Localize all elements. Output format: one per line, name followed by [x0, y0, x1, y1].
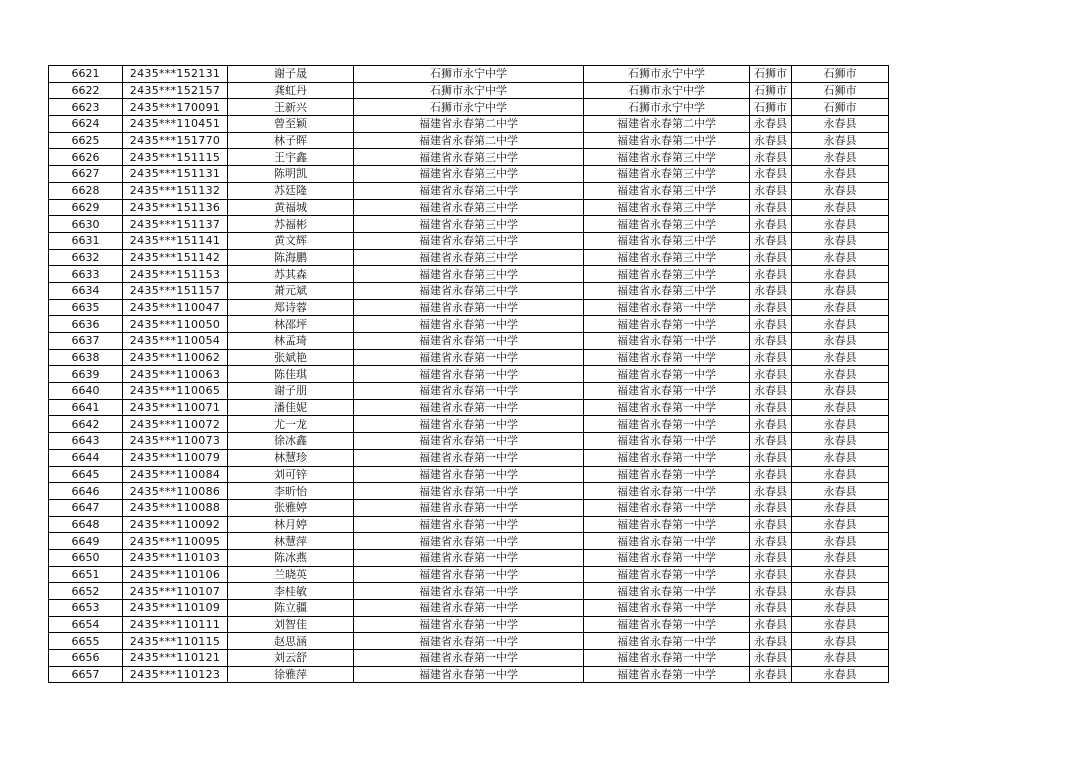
exam-id-cell: 2435***110107: [123, 583, 228, 600]
name-cell: 刘云舒: [228, 650, 354, 667]
table-row: [49, 316, 889, 333]
district-cell: 永春县: [750, 399, 792, 416]
table-row: [49, 266, 889, 283]
school-cell: 福建省永春第三中学: [354, 149, 584, 166]
district-cell: 永春县: [750, 483, 792, 500]
table-body: [49, 66, 889, 683]
table-row: [49, 166, 889, 183]
serial-cell: 6644: [49, 449, 123, 466]
school-cell: 福建省永春第一中学: [354, 516, 584, 533]
admitting-school-cell: 福建省永春第三中学: [584, 282, 750, 299]
serial-cell: 6630: [49, 216, 123, 233]
table-row: [49, 349, 889, 366]
district-cell: 石狮市: [750, 82, 792, 99]
district-cell: 永春县: [750, 549, 792, 566]
school-cell: 福建省永春第一中学: [354, 299, 584, 316]
name-cell: 刘智佳: [228, 616, 354, 633]
exam-id-cell: 2435***151142: [123, 249, 228, 266]
district-cell: 永春县: [750, 499, 792, 516]
district-cell: 永春县: [750, 583, 792, 600]
admitting-school-cell: 石狮市永宁中学: [584, 99, 750, 116]
admission-list-table: [48, 65, 889, 683]
exam-id-cell: 2435***110047: [123, 299, 228, 316]
exam-id-cell: 2435***151141: [123, 232, 228, 249]
exam-id-cell: 2435***151770: [123, 132, 228, 149]
school-cell: 福建省永春第三中学: [354, 282, 584, 299]
serial-cell: 6646: [49, 483, 123, 500]
school-cell: 福建省永春第一中学: [354, 333, 584, 350]
county-cell: 永春县: [792, 650, 889, 667]
district-cell: 永春县: [750, 166, 792, 183]
district-cell: 永春县: [750, 466, 792, 483]
name-cell: 苏其森: [228, 266, 354, 283]
name-cell: 谢子朋: [228, 383, 354, 400]
table-row: [49, 399, 889, 416]
table-row: [49, 416, 889, 433]
district-cell: 永春县: [750, 299, 792, 316]
school-cell: 福建省永春第一中学: [354, 366, 584, 383]
admitting-school-cell: 福建省永春第一中学: [584, 466, 750, 483]
serial-cell: 6654: [49, 616, 123, 633]
table-row: [49, 99, 889, 116]
school-cell: 福建省永春第一中学: [354, 633, 584, 650]
serial-cell: 6634: [49, 282, 123, 299]
district-cell: 永春县: [750, 349, 792, 366]
district-cell: 永春县: [750, 232, 792, 249]
table-row: [49, 516, 889, 533]
serial-cell: 6637: [49, 333, 123, 350]
admitting-school-cell: 福建省永春第一中学: [584, 416, 750, 433]
admitting-school-cell: 福建省永春第一中学: [584, 433, 750, 450]
name-cell: 萧元斌: [228, 282, 354, 299]
county-cell: 石狮市: [792, 82, 889, 99]
school-cell: 福建省永春第二中学: [354, 116, 584, 133]
district-cell: 永春县: [750, 149, 792, 166]
county-cell: 永春县: [792, 132, 889, 149]
district-cell: 永春县: [750, 633, 792, 650]
exam-id-cell: 2435***110063: [123, 366, 228, 383]
serial-cell: 6653: [49, 600, 123, 617]
district-cell: 永春县: [750, 449, 792, 466]
county-cell: 永春县: [792, 349, 889, 366]
school-cell: 福建省永春第一中学: [354, 399, 584, 416]
school-cell: 福建省永春第一中学: [354, 449, 584, 466]
table-row: [49, 232, 889, 249]
name-cell: 李桂敏: [228, 583, 354, 600]
admitting-school-cell: 福建省永春第三中学: [584, 266, 750, 283]
serial-cell: 6621: [49, 66, 123, 83]
admitting-school-cell: 福建省永春第一中学: [584, 399, 750, 416]
admitting-school-cell: 福建省永春第一中学: [584, 449, 750, 466]
exam-id-cell: 2435***110072: [123, 416, 228, 433]
district-cell: 永春县: [750, 383, 792, 400]
county-cell: 永春县: [792, 600, 889, 617]
serial-cell: 6656: [49, 650, 123, 667]
name-cell: 林子晖: [228, 132, 354, 149]
admitting-school-cell: 福建省永春第一中学: [584, 650, 750, 667]
district-cell: 永春县: [750, 650, 792, 667]
admitting-school-cell: 福建省永春第一中学: [584, 583, 750, 600]
school-cell: 石狮市永宁中学: [354, 82, 584, 99]
school-cell: 福建省永春第一中学: [354, 583, 584, 600]
table-row: [49, 499, 889, 516]
county-cell: 永春县: [792, 583, 889, 600]
county-cell: 永春县: [792, 299, 889, 316]
table-row: [49, 533, 889, 550]
serial-cell: 6627: [49, 166, 123, 183]
admitting-school-cell: 福建省永春第一中学: [584, 616, 750, 633]
serial-cell: 6647: [49, 499, 123, 516]
serial-cell: 6624: [49, 116, 123, 133]
district-cell: 石狮市: [750, 66, 792, 83]
name-cell: 陈立疆: [228, 600, 354, 617]
name-cell: 郑诗蓉: [228, 299, 354, 316]
table-row: [49, 433, 889, 450]
district-cell: 永春县: [750, 282, 792, 299]
county-cell: 永春县: [792, 533, 889, 550]
serial-cell: 6622: [49, 82, 123, 99]
name-cell: 苏福彬: [228, 216, 354, 233]
admitting-school-cell: 福建省永春第一中学: [584, 549, 750, 566]
district-cell: 永春县: [750, 616, 792, 633]
admitting-school-cell: 福建省永春第二中学: [584, 116, 750, 133]
exam-id-cell: 2435***110054: [123, 333, 228, 350]
serial-cell: 6629: [49, 199, 123, 216]
admitting-school-cell: 福建省永春第一中学: [584, 483, 750, 500]
district-cell: 永春县: [750, 316, 792, 333]
table-row: [49, 650, 889, 667]
admitting-school-cell: 福建省永春第三中学: [584, 232, 750, 249]
county-cell: 永春县: [792, 333, 889, 350]
serial-cell: 6641: [49, 399, 123, 416]
name-cell: 赵思涵: [228, 633, 354, 650]
county-cell: 永春县: [792, 266, 889, 283]
serial-cell: 6635: [49, 299, 123, 316]
table-row: [49, 182, 889, 199]
school-cell: 福建省永春第一中学: [354, 466, 584, 483]
name-cell: 李昕怡: [228, 483, 354, 500]
school-cell: 福建省永春第三中学: [354, 232, 584, 249]
admitting-school-cell: 福建省永春第一中学: [584, 533, 750, 550]
admitting-school-cell: 福建省永春第一中学: [584, 383, 750, 400]
admitting-school-cell: 石狮市永宁中学: [584, 82, 750, 99]
serial-cell: 6650: [49, 549, 123, 566]
name-cell: 徐冰鑫: [228, 433, 354, 450]
county-cell: 永春县: [792, 249, 889, 266]
district-cell: 永春县: [750, 249, 792, 266]
table-row: [49, 600, 889, 617]
district-cell: 永春县: [750, 416, 792, 433]
name-cell: 黄文辉: [228, 232, 354, 249]
name-cell: 陈冰燕: [228, 549, 354, 566]
name-cell: 陈佳琪: [228, 366, 354, 383]
school-cell: 福建省永春第一中学: [354, 349, 584, 366]
exam-id-cell: 2435***110086: [123, 483, 228, 500]
district-cell: 永春县: [750, 199, 792, 216]
name-cell: 徐雅萍: [228, 666, 354, 683]
county-cell: 永春县: [792, 282, 889, 299]
name-cell: 张斌艳: [228, 349, 354, 366]
table-row: [49, 633, 889, 650]
county-cell: 永春县: [792, 166, 889, 183]
exam-id-cell: 2435***110106: [123, 566, 228, 583]
admitting-school-cell: 福建省永春第三中学: [584, 216, 750, 233]
serial-cell: 6639: [49, 366, 123, 383]
admitting-school-cell: 福建省永春第一中学: [584, 366, 750, 383]
name-cell: 苏廷隆: [228, 182, 354, 199]
school-cell: 福建省永春第一中学: [354, 533, 584, 550]
admitting-school-cell: 福建省永春第三中学: [584, 166, 750, 183]
exam-id-cell: 2435***110079: [123, 449, 228, 466]
admitting-school-cell: 福建省永春第三中学: [584, 199, 750, 216]
admitting-school-cell: 福建省永春第一中学: [584, 499, 750, 516]
school-cell: 福建省永春第一中学: [354, 666, 584, 683]
serial-cell: 6655: [49, 633, 123, 650]
county-cell: 永春县: [792, 666, 889, 683]
exam-id-cell: 2435***110062: [123, 349, 228, 366]
exam-id-cell: 2435***110451: [123, 116, 228, 133]
exam-id-cell: 2435***151115: [123, 149, 228, 166]
school-cell: 福建省永春第二中学: [354, 132, 584, 149]
county-cell: 永春县: [792, 566, 889, 583]
name-cell: 林慧萍: [228, 533, 354, 550]
serial-cell: 6648: [49, 516, 123, 533]
district-cell: 永春县: [750, 116, 792, 133]
exam-id-cell: 2435***110103: [123, 549, 228, 566]
exam-id-cell: 2435***110109: [123, 600, 228, 617]
name-cell: 兰晓英: [228, 566, 354, 583]
table-row: [49, 366, 889, 383]
table-row: [49, 566, 889, 583]
school-cell: 福建省永春第三中学: [354, 266, 584, 283]
serial-cell: 6623: [49, 99, 123, 116]
county-cell: 永春县: [792, 499, 889, 516]
county-cell: 永春县: [792, 483, 889, 500]
school-cell: 石狮市永宁中学: [354, 66, 584, 83]
school-cell: 福建省永春第三中学: [354, 182, 584, 199]
name-cell: 王宇鑫: [228, 149, 354, 166]
school-cell: 福建省永春第一中学: [354, 416, 584, 433]
name-cell: 张雅婷: [228, 499, 354, 516]
school-cell: 福建省永春第三中学: [354, 216, 584, 233]
district-cell: 永春县: [750, 132, 792, 149]
county-cell: 永春县: [792, 232, 889, 249]
table-row: [49, 116, 889, 133]
table-row: [49, 549, 889, 566]
admitting-school-cell: 福建省永春第一中学: [584, 516, 750, 533]
name-cell: 陈海鹏: [228, 249, 354, 266]
county-cell: 永春县: [792, 549, 889, 566]
admitting-school-cell: 福建省永春第一中学: [584, 633, 750, 650]
exam-id-cell: 2435***151157: [123, 282, 228, 299]
exam-id-cell: 2435***152157: [123, 82, 228, 99]
name-cell: 龚虹丹: [228, 82, 354, 99]
county-cell: 永春县: [792, 216, 889, 233]
name-cell: 谢子晟: [228, 66, 354, 83]
district-cell: 永春县: [750, 433, 792, 450]
school-cell: 福建省永春第一中学: [354, 549, 584, 566]
school-cell: 福建省永春第一中学: [354, 616, 584, 633]
exam-id-cell: 2435***151136: [123, 199, 228, 216]
exam-id-cell: 2435***151131: [123, 166, 228, 183]
table-row: [49, 383, 889, 400]
serial-cell: 6636: [49, 316, 123, 333]
school-cell: 福建省永春第一中学: [354, 316, 584, 333]
exam-id-cell: 2435***110095: [123, 533, 228, 550]
name-cell: 潘佳妮: [228, 399, 354, 416]
district-cell: 永春县: [750, 600, 792, 617]
county-cell: 永春县: [792, 433, 889, 450]
county-cell: 永春县: [792, 383, 889, 400]
table-row: [49, 583, 889, 600]
name-cell: 王新兴: [228, 99, 354, 116]
district-cell: 永春县: [750, 266, 792, 283]
admitting-school-cell: 福建省永春第二中学: [584, 132, 750, 149]
exam-id-cell: 2435***110073: [123, 433, 228, 450]
name-cell: 林月婷: [228, 516, 354, 533]
serial-cell: 6645: [49, 466, 123, 483]
name-cell: 林邵坪: [228, 316, 354, 333]
school-cell: 福建省永春第三中学: [354, 199, 584, 216]
admitting-school-cell: 福建省永春第一中学: [584, 333, 750, 350]
serial-cell: 6652: [49, 583, 123, 600]
school-cell: 福建省永春第三中学: [354, 249, 584, 266]
table-row: [49, 249, 889, 266]
table-row: [49, 616, 889, 633]
county-cell: 永春县: [792, 149, 889, 166]
district-cell: 永春县: [750, 333, 792, 350]
admitting-school-cell: 福建省永春第三中学: [584, 149, 750, 166]
serial-cell: 6628: [49, 182, 123, 199]
district-cell: 石狮市: [750, 99, 792, 116]
admitting-school-cell: 石狮市永宁中学: [584, 66, 750, 83]
serial-cell: 6638: [49, 349, 123, 366]
serial-cell: 6625: [49, 132, 123, 149]
admitting-school-cell: 福建省永春第三中学: [584, 182, 750, 199]
county-cell: 永春县: [792, 199, 889, 216]
table-row: [49, 466, 889, 483]
exam-id-cell: 2435***110123: [123, 666, 228, 683]
admitting-school-cell: 福建省永春第一中学: [584, 566, 750, 583]
exam-id-cell: 2435***110065: [123, 383, 228, 400]
exam-id-cell: 2435***151132: [123, 182, 228, 199]
school-cell: 福建省永春第一中学: [354, 650, 584, 667]
school-cell: 福建省永春第一中学: [354, 566, 584, 583]
table-row: [49, 449, 889, 466]
exam-id-cell: 2435***151137: [123, 216, 228, 233]
district-cell: 永春县: [750, 666, 792, 683]
school-cell: 福建省永春第三中学: [354, 166, 584, 183]
district-cell: 永春县: [750, 182, 792, 199]
county-cell: 永春县: [792, 399, 889, 416]
exam-id-cell: 2435***110071: [123, 399, 228, 416]
exam-id-cell: 2435***110121: [123, 650, 228, 667]
name-cell: 林慧珍: [228, 449, 354, 466]
exam-id-cell: 2435***152131: [123, 66, 228, 83]
exam-id-cell: 2435***110092: [123, 516, 228, 533]
admitting-school-cell: 福建省永春第三中学: [584, 249, 750, 266]
name-cell: 陈明凯: [228, 166, 354, 183]
district-cell: 永春县: [750, 516, 792, 533]
school-cell: 福建省永春第一中学: [354, 600, 584, 617]
serial-cell: 6633: [49, 266, 123, 283]
county-cell: 永春县: [792, 366, 889, 383]
serial-cell: 6631: [49, 232, 123, 249]
table-row: [49, 282, 889, 299]
exam-id-cell: 2435***170091: [123, 99, 228, 116]
admitting-school-cell: 福建省永春第一中学: [584, 666, 750, 683]
name-cell: 黄福城: [228, 199, 354, 216]
name-cell: 曾至颖: [228, 116, 354, 133]
table-row: [49, 333, 889, 350]
table-row: [49, 82, 889, 99]
exam-id-cell: 2435***110111: [123, 616, 228, 633]
county-cell: 石狮市: [792, 99, 889, 116]
school-cell: 福建省永春第一中学: [354, 383, 584, 400]
county-cell: 永春县: [792, 633, 889, 650]
admitting-school-cell: 福建省永春第一中学: [584, 316, 750, 333]
admitting-school-cell: 福建省永春第一中学: [584, 349, 750, 366]
table-row: [49, 666, 889, 683]
county-cell: 永春县: [792, 449, 889, 466]
admitting-school-cell: 福建省永春第一中学: [584, 600, 750, 617]
county-cell: 永春县: [792, 466, 889, 483]
name-cell: 刘可锌: [228, 466, 354, 483]
table-row: [49, 216, 889, 233]
school-cell: 石狮市永宁中学: [354, 99, 584, 116]
exam-id-cell: 2435***110050: [123, 316, 228, 333]
table-row: [49, 66, 889, 83]
district-cell: 永春县: [750, 366, 792, 383]
county-cell: 永春县: [792, 616, 889, 633]
table-row: [49, 149, 889, 166]
county-cell: 石狮市: [792, 66, 889, 83]
serial-cell: 6626: [49, 149, 123, 166]
admitting-school-cell: 福建省永春第一中学: [584, 299, 750, 316]
table-row: [49, 483, 889, 500]
county-cell: 永春县: [792, 516, 889, 533]
county-cell: 永春县: [792, 316, 889, 333]
name-cell: 林孟琦: [228, 333, 354, 350]
serial-cell: 6632: [49, 249, 123, 266]
serial-cell: 6651: [49, 566, 123, 583]
name-cell: 尤一龙: [228, 416, 354, 433]
serial-cell: 6643: [49, 433, 123, 450]
school-cell: 福建省永春第一中学: [354, 483, 584, 500]
county-cell: 永春县: [792, 182, 889, 199]
district-cell: 永春县: [750, 566, 792, 583]
county-cell: 永春县: [792, 116, 889, 133]
exam-id-cell: 2435***110088: [123, 499, 228, 516]
serial-cell: 6657: [49, 666, 123, 683]
county-cell: 永春县: [792, 416, 889, 433]
district-cell: 永春县: [750, 216, 792, 233]
exam-id-cell: 2435***110084: [123, 466, 228, 483]
exam-id-cell: 2435***151153: [123, 266, 228, 283]
school-cell: 福建省永春第一中学: [354, 433, 584, 450]
school-cell: 福建省永春第一中学: [354, 499, 584, 516]
table-row: [49, 299, 889, 316]
serial-cell: 6642: [49, 416, 123, 433]
table-row: [49, 132, 889, 149]
serial-cell: 6640: [49, 383, 123, 400]
district-cell: 永春县: [750, 533, 792, 550]
table-row: [49, 199, 889, 216]
serial-cell: 6649: [49, 533, 123, 550]
exam-id-cell: 2435***110115: [123, 633, 228, 650]
